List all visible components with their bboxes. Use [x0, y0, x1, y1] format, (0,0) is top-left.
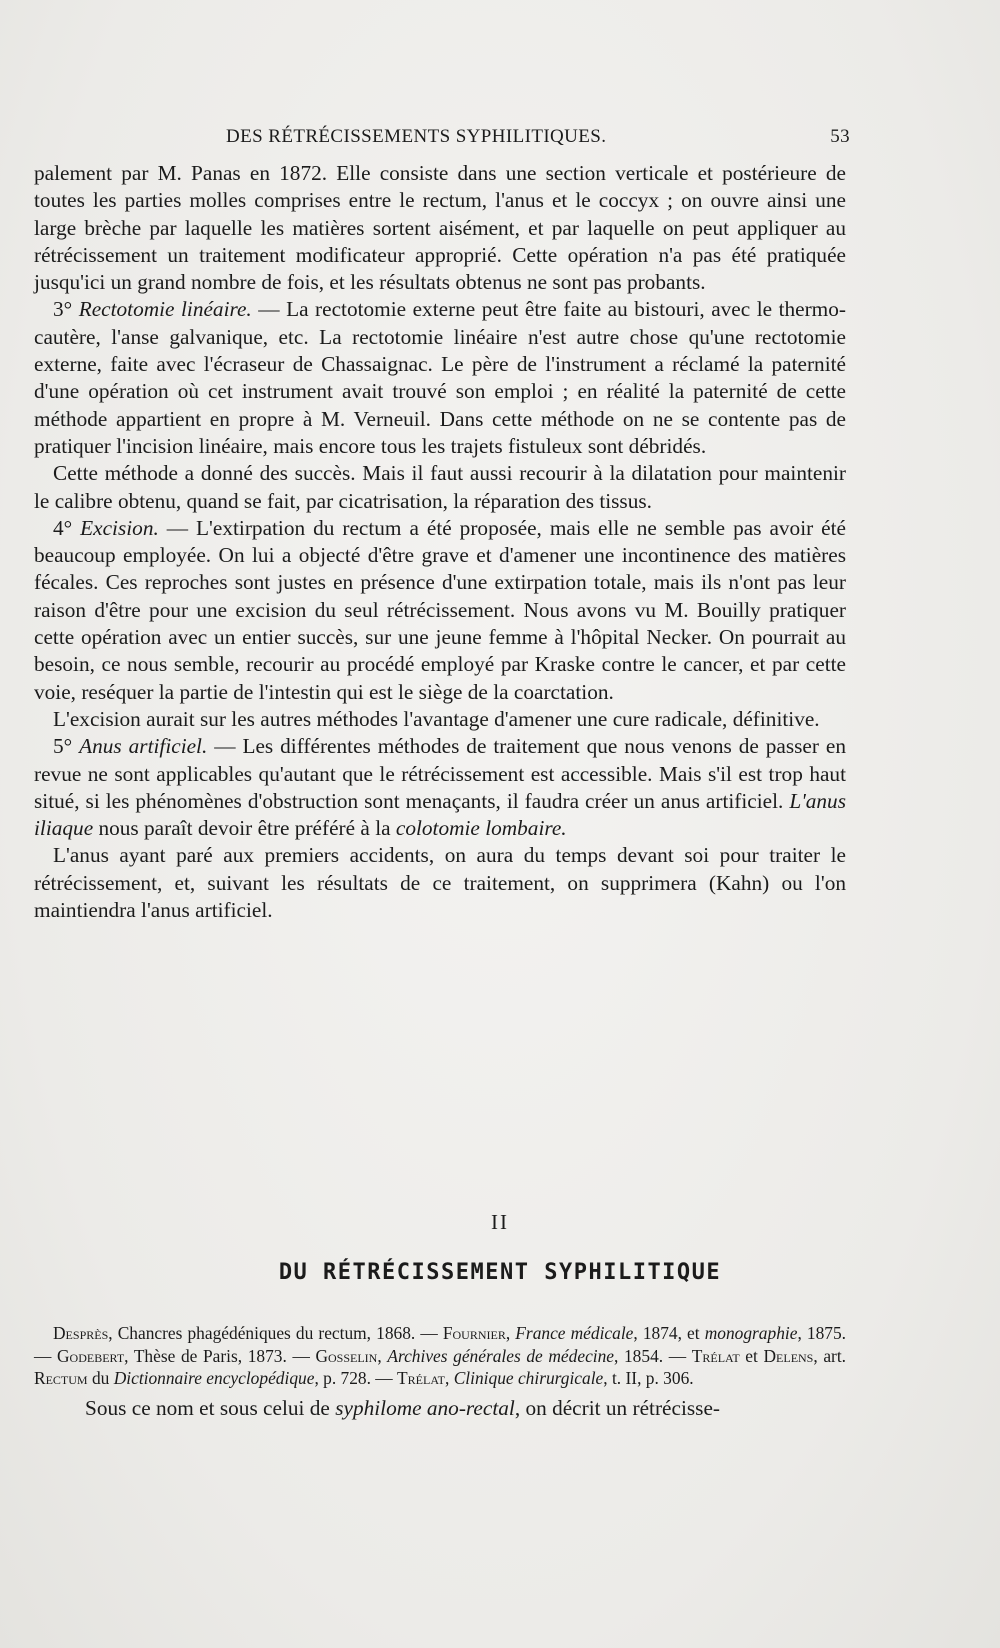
- item-number: 3°: [53, 297, 73, 322]
- author: Godebert: [57, 1345, 125, 1366]
- paragraph-1: palement par M. Panas en 1872. Elle consiste dans une section verticale et postérieure de toutes les parties molles comprises entre le rectum, l'anus et le coccyx ; on ouvre ainsi une large brèche par laquelle les matières sortent aisément, et par laquelle on peut appliquer au rétrécissement un traitement modificateur approprié. Cette opération n'a pas été pratiquée jusqu'ici un grand nombre de fois, et les résultats obtenus ne sont pas probants.: [34, 161, 846, 295]
- biblio-text: , art.: [813, 1345, 847, 1366]
- running-title: DES RÉTRÉCISSEMENTS SYPHILITIQUES.: [226, 126, 607, 147]
- item-number: 4°: [53, 515, 73, 540]
- paragraph-text: — La rectotomie externe peut être faite au bistouri, avec le thermo-cautère, l'anse galvanique, etc. La rectotomie linéaire n'est autre chose qu'une rectotomie externe, faite avec l'écraseur de Chassaignac. Le père de l'instrument a réclamé la paternité d'une opération où cet instrument avait trouvé son emploi ; en réalité la paternité de cette méthode appartient en propre à M. Verneuil. Dans cette méthode on ne se contente pas de pratiquer l'incision linéaire, mais encore tous les trajets fistuleux sont débridés.: [34, 297, 846, 458]
- paragraph-text: , on décrit un rétrécisse-: [514, 1396, 721, 1420]
- biblio-text: , t. II, p. 306.: [603, 1368, 694, 1388]
- closing-paragraph: [34, 1395, 846, 1422]
- author: Desprès: [53, 1323, 109, 1343]
- item-heading: Anus artificiel.: [79, 734, 208, 759]
- author: Delens: [763, 1345, 814, 1366]
- paragraph-last: [34, 1395, 846, 1422]
- work-title: Archives générales de médecine: [387, 1345, 615, 1366]
- biblio-text: et: [739, 1345, 764, 1366]
- article-title: Rectum: [34, 1368, 88, 1388]
- section-title: DU RÉTRÉCISSEMENT SYPHILITIQUE: [278, 1260, 722, 1285]
- paragraph-5: L'excision aurait sur les autres méthodes l'avantage d'amener une cure radicale, définitive.: [53, 706, 820, 731]
- paragraph-excision: [34, 515, 846, 706]
- author: Trélat: [397, 1368, 445, 1388]
- italic-term: syphilome ano-rectal: [335, 1396, 515, 1420]
- section-number: II: [491, 1210, 509, 1234]
- biblio-text: ,: [445, 1368, 454, 1388]
- paragraph-text: — Les différentes méthodes de traitement que nous venons de passer en revue ne sont applicables qu'autant que le rétrécissement est accessible. Mais s'il est trop haut situé, si les phénomènes d'obstruction sont menaçants, il faudra créer un anus artificiel.: [34, 734, 846, 813]
- biblio-text: , 1874, et: [633, 1323, 705, 1343]
- paragraph-text: Sous ce nom et sous celui de: [85, 1396, 336, 1420]
- work-title: monographie: [704, 1323, 798, 1343]
- biblio-text: , 1875. —: [34, 1323, 847, 1366]
- biblio-text: , Chancres phagédéniques du rectum, 1868. —: [108, 1323, 443, 1343]
- biblio-text: ,: [377, 1345, 388, 1366]
- paragraph-text: nous paraît devoir être préféré à la: [93, 816, 396, 841]
- italic-term: colotomie lombaire.: [395, 816, 567, 841]
- biblio-text: ,: [505, 1323, 516, 1343]
- work-title: Clinique chirurgicale: [453, 1368, 604, 1388]
- work-title: Dictionnaire encyclopédique: [113, 1368, 315, 1388]
- body-text: [34, 160, 846, 924]
- item-number: 5°: [53, 734, 73, 759]
- paragraph-anus-artificiel: [34, 733, 846, 842]
- biblio-text: , Thèse de Paris, 1873. —: [124, 1345, 316, 1366]
- author: Gosselin: [315, 1345, 378, 1366]
- paragraph-rectotomie: [34, 296, 846, 460]
- paragraph-3: Cette méthode a donné des succès. Mais il faut aussi recourir à la dilatation pour maintenir le calibre obtenu, quand se fait, par cicatrisation, la réparation des tissus.: [34, 461, 846, 513]
- author: Fournier: [442, 1323, 506, 1343]
- author: Trélat: [691, 1345, 740, 1366]
- bibliography-text: [34, 1322, 846, 1390]
- item-heading: Excision.: [80, 515, 159, 540]
- page-number: 53: [830, 126, 850, 147]
- biblio-text: , p. 728. —: [314, 1368, 398, 1388]
- paragraph-7: L'anus ayant paré aux premiers accidents, on aura du temps devant soi pour traiter le rétrécissement, et, suivant les résultats de ce traitement, on supprimera (Kahn) ou l'on maintiendra l'anus artificiel.: [34, 843, 846, 923]
- bibliography: [34, 1322, 846, 1390]
- item-heading: Rectotomie linéaire.: [78, 297, 252, 322]
- work-title: France médicale: [515, 1323, 634, 1343]
- biblio-text: , 1854. —: [614, 1345, 692, 1366]
- paragraph-text: — L'extirpation du rectum a été proposée, mais elle ne semble pas avoir été beaucoup employée. On lui a objecté d'être grave et d'amener une incontinence des matières fécales. Ces reproches sont justes en présence d'une extirpation totale, mais ils n'ont pas leur raison d'être pour une excision du seul rétrécissement. Nous avons vu M. Bouilly pratiquer cette opération avec un entier succès, sur une jeune femme à l'hôpital Necker. On pourrait au besoin, ce nous semble, recourir au procédé employé par Kraske contre le cancer, et par cette voie, reséquer la partie de l'intestin qui est le siège de la coarctation.: [34, 515, 846, 704]
- italic-term: L'anus iliaque: [34, 788, 846, 841]
- biblio-text: du: [87, 1368, 114, 1388]
